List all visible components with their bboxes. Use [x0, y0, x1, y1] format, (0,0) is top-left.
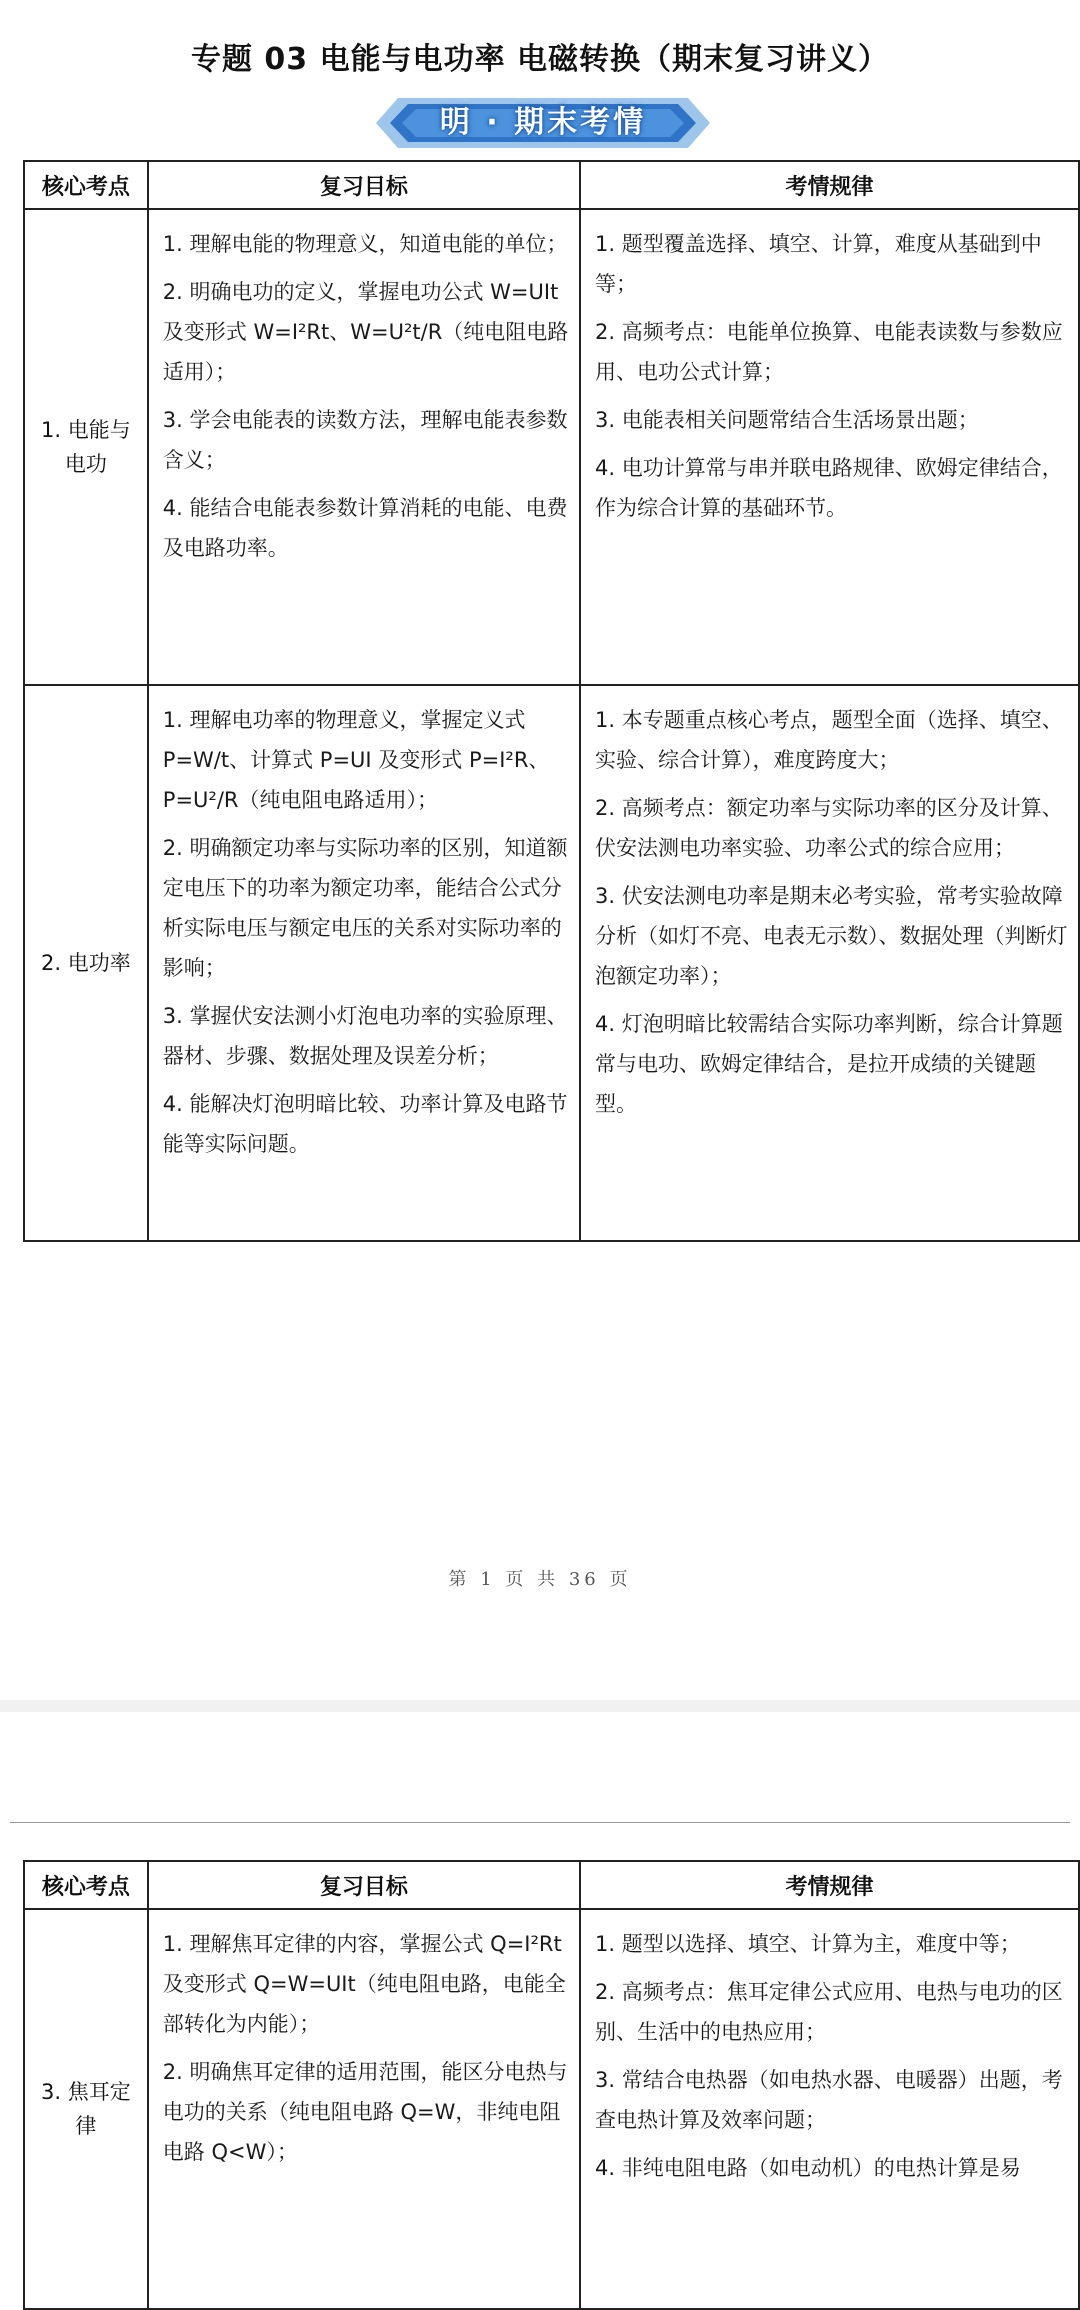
rule-item: 1. 本专题重点核心考点，题型全面（选择、填空、实验、综合计算），难度跨度大； — [595, 708, 1063, 772]
goal-item: 2. 明确额定功率与实际功率的区别，知道额定电压下的功率为额定功率，能结合公式分析实际电压与额定电压的关系对实际功率的影响； — [162, 836, 568, 980]
header-exam-rules: 考情规律 — [580, 161, 1079, 209]
rule-item: 3. 常结合电热器（如电热水器、电暖器）出题，考查电热计算及效率问题； — [595, 2068, 1063, 2132]
exam-table-page-2 — [23, 1860, 1080, 2310]
table-header-row — [24, 161, 1079, 209]
exam-table-page-1 — [23, 160, 1080, 1242]
rules-cell — [580, 1909, 1079, 2309]
goal-item: 1. 理解电功率的物理意义，掌握定义式 P=W/t、计算式 P=UI 及变形式 P=I²R、P=U²/R（纯电阻电路适用）； — [162, 708, 550, 812]
header-exam-rules: 考情规律 — [580, 1861, 1079, 1909]
topic-cell: 3. 焦耳定律 — [24, 1909, 148, 2309]
goal-item: 3. 学会电能表的读数方法，理解电能表参数含义； — [162, 408, 568, 472]
goals-cell — [148, 209, 580, 685]
goal-item: 4. 能解决灯泡明暗比较、功率计算及电路节能等实际问题。 — [162, 1092, 568, 1156]
header-core-topic: 核心考点 — [24, 1861, 148, 1909]
goals-cell — [148, 1909, 580, 2309]
table-row — [24, 1909, 1079, 2309]
banner-label: 明 · 期末考情 — [439, 105, 647, 140]
goal-item: 1. 理解电能的物理意义，知道电能的单位； — [162, 232, 568, 256]
rule-item: 3. 伏安法测电功率是期末必考实验，常考实验故障分析（如灯不亮、电表无示数）、数据处理（判断灯泡额定功率）； — [595, 884, 1068, 988]
topic-cell: 2. 电功率 — [24, 685, 148, 1241]
table-row — [24, 685, 1079, 1241]
page-footer: 第 1 页 共 36 页 — [448, 1569, 632, 1590]
rule-item: 4. 灯泡明暗比较需结合实际功率判断，综合计算题常与电功、欧姆定律结合，是拉开成绩的关键题型。 — [595, 1012, 1063, 1116]
header-rule — [10, 1822, 1070, 1823]
rules-cell — [580, 685, 1079, 1241]
rule-item: 2. 高频考点：电能单位换算、电能表读数与参数应用、电功公式计算； — [595, 320, 1063, 384]
table-header-row — [24, 1861, 1079, 1909]
goal-item: 2. 明确焦耳定律的适用范围，能区分电热与电功的关系（纯电阻电路 Q=W，非纯电阻电路 Q<W）； — [162, 2060, 568, 2164]
rule-item: 4. 非纯电阻电路（如电动机）的电热计算是易 — [595, 2156, 1021, 2180]
rule-item: 2. 高频考点：额定功率与实际功率的区分及计算、伏安法测电功率实验、功率公式的综合应用； — [595, 796, 1063, 860]
header-core-topic: 核心考点 — [24, 161, 148, 209]
section-banner — [376, 92, 710, 154]
topic-cell: 1. 电能与电功 — [24, 209, 148, 685]
page-separator — [0, 1700, 1080, 1712]
goal-item: 2. 明确电功的定义，掌握电功公式 W=UIt 及变形式 W=I²Rt、W=U²t/R（纯电阻电路适用）； — [162, 280, 569, 384]
goal-item: 1. 理解焦耳定律的内容，掌握公式 Q=I²Rt 及变形式 Q=W=UIt（纯电阻电路，电能全部转化为内能）； — [162, 1932, 566, 2036]
goal-item: 3. 掌握伏安法测小灯泡电功率的实验原理、器材、步骤、数据处理及误差分析； — [162, 1004, 568, 1068]
header-review-goals: 复习目标 — [148, 161, 580, 209]
header-review-goals: 复习目标 — [148, 1861, 580, 1909]
rules-cell — [580, 209, 1079, 685]
rule-item: 3. 电能表相关问题常结合生活场景出题； — [595, 408, 979, 432]
document-title: 专题 03 电能与电功率 电磁转换（期末复习讲义） — [190, 42, 890, 77]
rule-item: 1. 题型以选择、填空、计算为主，难度中等； — [595, 1932, 1021, 1956]
rule-item: 1. 题型覆盖选择、填空、计算，难度从基础到中等； — [595, 232, 1042, 296]
goal-item: 4. 能结合电能表参数计算消耗的电能、电费及电路功率。 — [162, 496, 568, 560]
table-row — [24, 209, 1079, 685]
rule-item: 2. 高频考点：焦耳定律公式应用、电热与电功的区别、生活中的电热应用； — [595, 1980, 1063, 2044]
rule-item: 4. 电功计算常与串并联电路规律、欧姆定律结合，作为综合计算的基础环节。 — [595, 456, 1063, 520]
goals-cell — [148, 685, 580, 1241]
